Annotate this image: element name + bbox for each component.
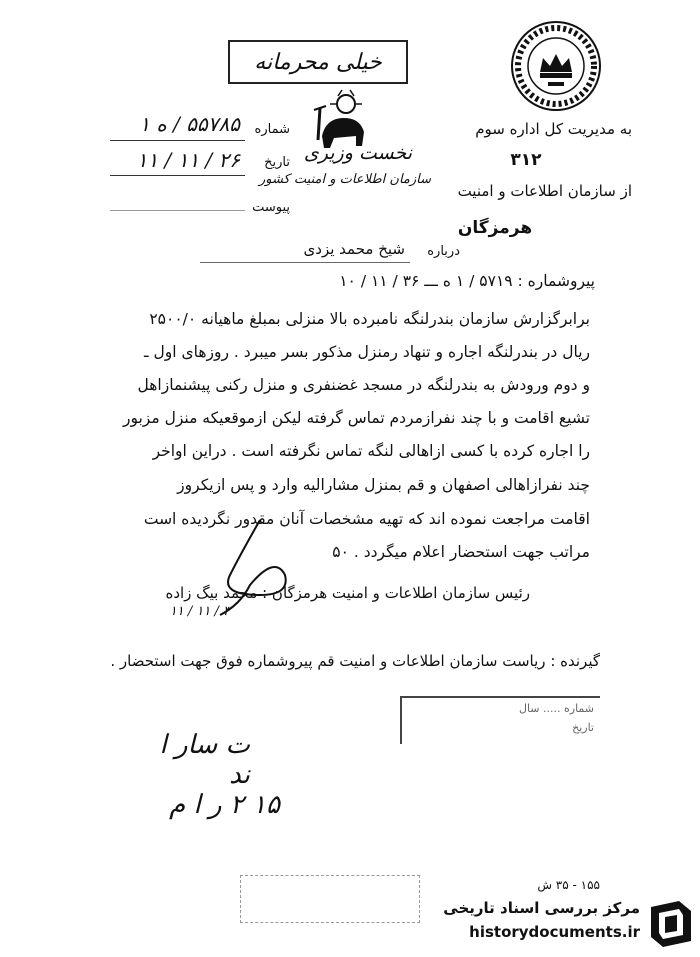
signature-line: رئیس سازمان اطلاعات و امنیت هرمزگان : محمد بیگ زاده [165,584,530,602]
body-line-1: برابرگزارش سازمان بندرلنگه نامبرده بالا منزلی بمبلغ ماهیانه ۲۵۰۰/۰ [149,310,590,328]
classification-text: خیلی محرمانه [254,49,382,75]
office-code: ۳۱۲ [510,150,542,170]
body-line-4: تشیع اقامت و با چند نفرازمردم تماس گرفته لیکن ازموقعیکه منزل مزبور [123,409,590,427]
archive-logo-icon [645,897,697,949]
office-subtitle: سازمان اطلاعات و امنیت کشور [258,172,432,187]
body-line-8: مراتب جهت استحضار اعلام میگردد . ۵۰ [332,543,590,561]
number-label: شماره [254,122,290,137]
body-line-3: و دوم ورودش به بندرلنگه در مسجد غضنفری و منزل رکنی پیشنمازاهل [137,376,590,394]
number-value: ۵۵۷۸۵ / ه ۱ [139,112,240,136]
registry-stamp-line2: تاریخ [572,721,594,734]
redacted-stamp [240,875,420,923]
body-line-7: اقامت مراجعت نموده اند که تهیه مشخصات آنان مقدور نگردیده است [143,510,590,528]
attachment-label: پیوست [252,200,290,215]
registry-stamp-line1: شماره ..... سال [518,702,594,715]
handwritten-note-2: ۱۵ ۲ ر ا م [169,790,280,820]
handwritten-note-1: ت سار ا ند [159,730,250,790]
subject-value: شیخ محمد یزدی [303,240,405,258]
body-line-6: چند نفرازاهالی اصفهان و قم بمنزل مشارالیه وارد و پس ازیکروز [177,476,590,494]
cc-recipient-line: گیرنده : ریاست سازمان اطلاعات و امنیت قم پیروشماره فوق جهت استحضار . [110,652,600,670]
body-line-5: را اجاره کرده با کسی ازاهالی لنگه تماس نگرفته است . دراین اواخر [152,442,590,460]
watermark-name: مرکز بررسی اسناد تاریخی [443,899,640,917]
watermark-url: historydocuments.ir [469,923,640,941]
date-label: تاریخ [264,155,290,170]
archive-code: ۱۵۵ - ۳۵ ش [537,878,600,892]
province-name: هرمزگان [457,218,533,238]
office-title: نخست وزیری [303,142,413,164]
crown-seal-icon [510,20,602,112]
body-line-2: ریال در بندرلنگه اجاره و تنهاد رمنزل مذکور بسر میبرد . روزهای اول ـ [144,343,590,361]
watermark [430,893,700,953]
sender-office: از سازمان اطلاعات و امنیت [457,182,632,200]
signature-date: ۳ / ۱۱ / ۱۱ [169,604,230,619]
registry-stamp [400,696,600,744]
followup-reference: پیروشماره : ۵۷۱۹ / ۱ ه ـــ ۳۶ / ۱۱ / ۱۰ [339,272,595,290]
date-value: ۲۶ / ۱۱ / ۱۱ [136,148,240,172]
subject-label: درباره [427,244,460,259]
classification-stamp [228,40,408,84]
recipient-office: به مدیریت کل اداره سوم [475,120,632,138]
